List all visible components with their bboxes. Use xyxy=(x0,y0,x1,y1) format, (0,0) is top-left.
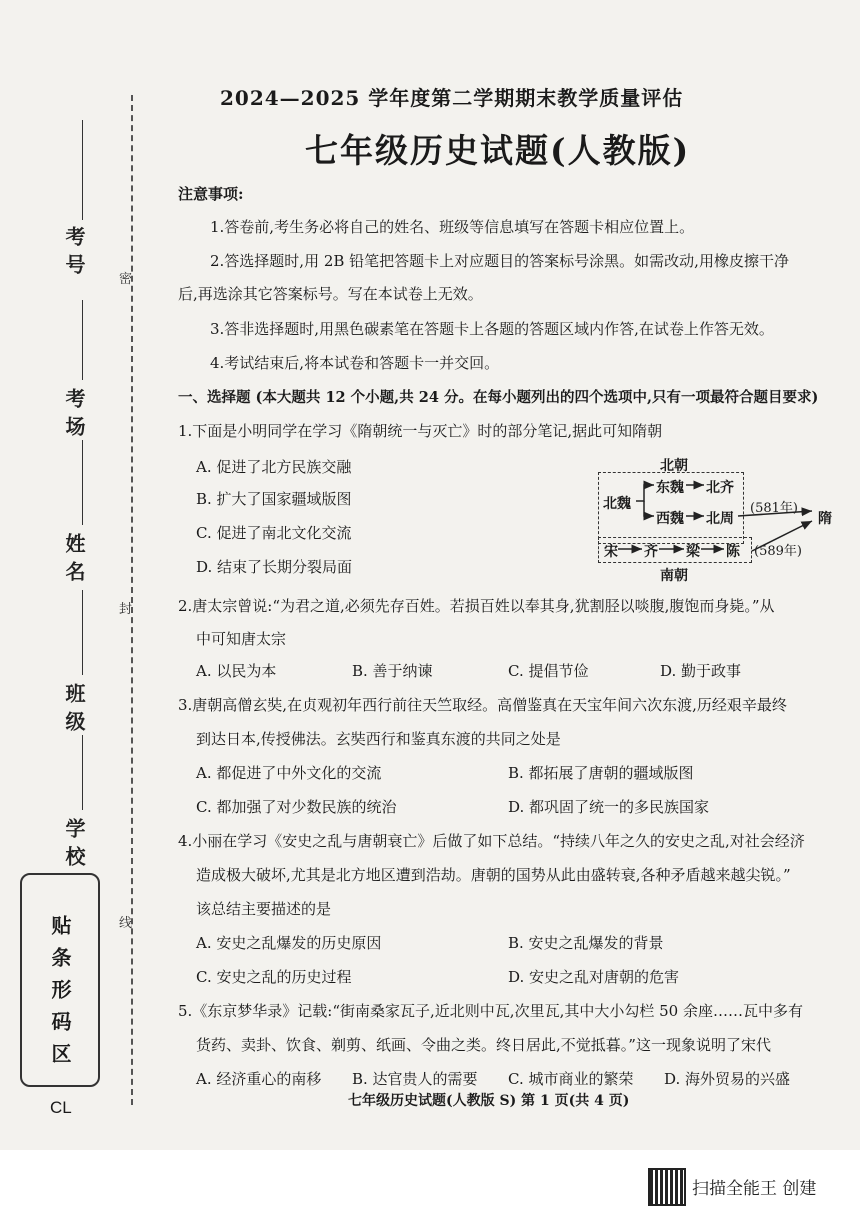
q2-stem-cont: 中可知唐太宗 xyxy=(196,630,287,648)
exam-number-line xyxy=(82,120,83,220)
q3-option-b: B. 都拓展了唐朝的疆域版图 xyxy=(508,764,694,782)
notice-item-4: 4.考试结束后,将本试卷和答题卡一并交回。 xyxy=(210,354,500,372)
q3-option-a: A. 都促进了中外文化的交流 xyxy=(196,764,382,782)
q4-option-d: D. 安史之乱对唐朝的危害 xyxy=(508,968,680,986)
south-dynasties-label: 南朝 xyxy=(660,568,688,584)
q5-stem-cont: 货药、卖卦、饮食、剃剪、纸画、令曲之类。终日居此,不觉抵暮。”这一现象说明了宋代 xyxy=(196,1036,771,1054)
label-exam-room: 考场 xyxy=(62,388,86,444)
q3-option-d: D. 都巩固了统一的多民族国家 xyxy=(508,798,710,816)
q5-option-d: D. 海外贸易的兴盛 xyxy=(664,1070,791,1088)
q1-option-c: C. 促进了南北文化交流 xyxy=(196,524,352,542)
cl-mark: CL xyxy=(50,1098,72,1117)
school-line xyxy=(82,735,83,810)
chen-dynasty: 陈 xyxy=(726,544,740,560)
year-589: (589年) xyxy=(754,544,802,559)
q4-stem: 4.小丽在学习《安史之乱与唐朝衰亡》后做了如下总结。“持续八年之久的安史之乱,对社会经济 xyxy=(178,832,805,850)
sui-dynasty: 隋 xyxy=(818,511,832,527)
q2-stem: 2.唐太宗曾说:“为君之道,必须先存百姓。若损百姓以奉其身,犹割胫以啖腹,腹饱而身毙。”从 xyxy=(178,597,775,615)
barcode-area xyxy=(20,873,100,1087)
seal-char-mi: 密 xyxy=(119,272,133,287)
q2-option-d: D. 勤于政事 xyxy=(660,662,742,680)
class-line xyxy=(82,590,83,675)
binding-margin xyxy=(0,0,140,1150)
dynasty-diagram xyxy=(598,455,838,600)
song-dynasty: 宋 xyxy=(604,544,618,560)
liang-dynasty: 梁 xyxy=(686,544,700,560)
notice-heading: 注意事项: xyxy=(178,185,244,203)
q5-option-a: A. 经济重心的南移 xyxy=(196,1070,322,1088)
east-wei: 东魏 xyxy=(656,480,684,496)
qr-code-icon xyxy=(648,1168,686,1206)
q2-option-b: B. 善于纳谏 xyxy=(352,662,433,680)
q2-option-c: C. 提倡节俭 xyxy=(508,662,589,680)
seal-char-xian: 线 xyxy=(119,916,133,931)
exam-header: 2024—2025 学年度第二学期期末教学质量评估 xyxy=(220,86,684,110)
north-qi: 北齐 xyxy=(706,480,734,496)
q3-option-c: C. 都加强了对少数民族的统治 xyxy=(196,798,397,816)
barcode-area-label: 贴条形码区 xyxy=(48,915,72,1075)
label-exam-number: 考号 xyxy=(62,226,86,282)
q1-option-d: D. 结束了长期分裂局面 xyxy=(196,558,353,576)
q1-stem: 1.下面是小明同学在学习《隋朝统一与灭亡》时的部分笔记,据此可知隋朝 xyxy=(178,422,663,440)
q5-option-b: B. 达官贵人的需要 xyxy=(352,1070,478,1088)
q3-stem-cont: 到达日本,传授佛法。玄奘西行和鉴真东渡的共同之处是 xyxy=(196,730,561,748)
section-1-heading: 一、选择题 (本大题共 12 个小题,共 24 分。在每小题列出的四个选项中,只有一项最符合题目要求) xyxy=(178,389,819,406)
west-wei: 西魏 xyxy=(656,511,684,527)
q4-option-a: A. 安史之乱爆发的历史原因 xyxy=(196,934,382,952)
label-name: 姓名 xyxy=(62,533,86,589)
q1-option-a: A. 促进了北方民族交融 xyxy=(196,458,352,476)
north-dynasties-label: 北朝 xyxy=(660,458,688,474)
notice-item-2-cont: 后,再选涂其它答案标号。写在本试卷上无效。 xyxy=(178,285,483,303)
exam-title: 七年级历史试题(人教版) xyxy=(305,131,691,170)
notice-item-2: 2.答选择题时,用 2B 铅笔把答题卡上对应题目的答案标号涂黑。如需改动,用橡皮擦干净 xyxy=(210,252,789,270)
label-class: 班级 xyxy=(62,683,86,739)
diagram-arrows xyxy=(598,455,838,600)
q4-stem-cont: 造成极大破坏,尤其是北方地区遭到浩劫。唐朝的国势从此由盛转衰,各种矛盾越来越尖锐。” xyxy=(196,866,791,884)
q1-option-b: B. 扩大了国家疆域版图 xyxy=(196,490,352,508)
q2-option-a: A. 以民为本 xyxy=(196,662,277,680)
q4-option-c: C. 安史之乱的历史过程 xyxy=(196,968,352,986)
page-footer: 七年级历史试题(人教版 S) 第 1 页(共 4 页) xyxy=(348,1093,630,1109)
name-line xyxy=(82,440,83,525)
scanner-watermark: 扫描全能王 创建 xyxy=(692,1179,817,1199)
label-school: 学校 xyxy=(62,818,86,874)
notice-item-1: 1.答卷前,考生务必将自己的姓名、班级等信息填写在答题卡相应位置上。 xyxy=(210,218,695,236)
notice-item-3: 3.答非选择题时,用黑色碳素笔在答题卡上各题的答题区域内作答,在试卷上作答无效。 xyxy=(210,320,774,338)
year-581: (581年) xyxy=(750,501,798,516)
exam-room-line xyxy=(82,300,83,380)
q4-stem-cont-2: 该总结主要描述的是 xyxy=(196,900,332,918)
north-wei: 北魏 xyxy=(603,496,631,512)
qi-dynasty: 齐 xyxy=(644,544,658,560)
seal-char-feng: 封 xyxy=(119,602,133,617)
q5-stem: 5.《东京梦华录》记载:“街南桑家瓦子,近北则中瓦,次里瓦,其中大小勾栏 50 余座……瓦中多有 xyxy=(178,1002,803,1020)
north-zhou: 北周 xyxy=(706,511,734,527)
q3-stem: 3.唐朝高僧玄奘,在贞观初年西行前往天竺取经。高僧鉴真在天宝年间六次东渡,历经艰辛最终 xyxy=(178,696,787,714)
q4-option-b: B. 安史之乱爆发的背景 xyxy=(508,934,664,952)
q5-option-c: C. 城市商业的繁荣 xyxy=(508,1070,634,1088)
